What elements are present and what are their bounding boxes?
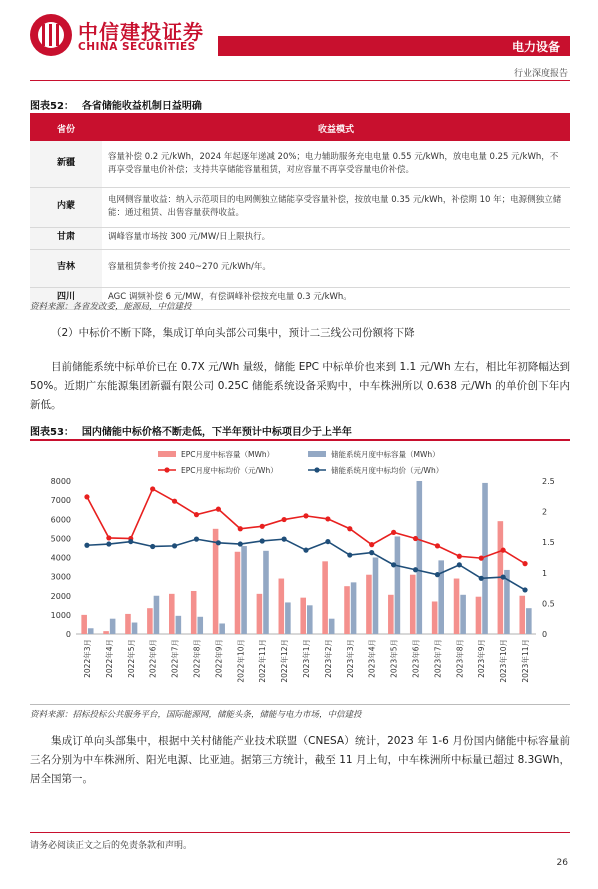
bar-system-capacity: [241, 546, 247, 634]
y-left-tick-label: 4000: [50, 553, 71, 563]
figure-52-number: 图表52：: [30, 101, 74, 112]
x-tick-label: 2022年8月: [192, 639, 202, 678]
bid-price-chart: [30, 448, 570, 702]
figure-53-bottom-rule: [30, 704, 570, 705]
y-left-tick-label: 0: [65, 630, 71, 639]
y-left-tick-label: 6000: [50, 515, 71, 525]
province-cell: 甘肃: [30, 227, 102, 249]
point-epc-price: [172, 499, 177, 504]
table-row: [30, 227, 570, 249]
table-header-row: [30, 115, 570, 141]
body-paragraph: 目前储能系统中标单价已在 0.7X 元/Wh 量级，储能 EPC 中标单价也来到 1.1 元/Wh 左右，相比年初降幅达到 50%。近期广东能源集团新疆有限公司 0.25C 储能系统设备采购中，中车株洲所以 0.638 元/Wh 的单价创下年内新低。: [30, 361, 570, 411]
x-tick-label: 2022年6月: [148, 639, 158, 678]
x-tick-label: 2023年2月: [323, 639, 333, 678]
bar-system-capacity: [110, 619, 116, 634]
brand-name-cn: 中信建投证券: [78, 20, 204, 44]
x-tick-label: 2022年7月: [170, 639, 180, 678]
y-right-tick-label: 2.5: [542, 477, 555, 486]
figure-53-number: 图表53：: [30, 427, 74, 438]
x-tick-label: 2023年1月: [302, 639, 311, 678]
legend-marker: [314, 467, 319, 472]
point-system-price: [238, 541, 243, 546]
bar-system-capacity: [197, 617, 203, 634]
y-right-tick-label: 1: [542, 568, 548, 578]
point-epc-price: [84, 494, 89, 499]
chart-bars: [81, 481, 531, 634]
y-right-tick-label: 0.5: [542, 599, 555, 609]
bar-epc-capacity: [125, 614, 131, 634]
point-epc-price: [501, 548, 506, 553]
y-left-tick-label: 3000: [50, 572, 71, 582]
point-system-price: [522, 587, 527, 592]
province-cell: 吉林: [30, 249, 102, 287]
bar-system-capacity: [307, 605, 313, 634]
column-header-province: 省份: [30, 115, 102, 141]
bar-system-capacity: [373, 558, 379, 635]
figure-53-caption: 国内储能中标价格不断走低，下半年预计中标项目少于上半年: [81, 427, 352, 438]
y-left-tick-label: 5000: [50, 534, 71, 544]
y-left-tick-label: 2000: [50, 591, 71, 601]
point-system-price: [391, 562, 396, 567]
x-tick-label: 2023年3月: [345, 639, 355, 678]
body-paragraph: 集成订单向头部集中，根据中关村储能产业技术联盟（CNESA）统计，2023 年 1-6 月份国内储能中标容量前三名分别为中车株洲所、阳光电源、比亚迪。据第三方统计，截至 11 月上旬，中车株洲所中标量已超过 8.3GWh，居全国第一。: [30, 735, 570, 785]
mode-cell: 电网侧容量收益：纳入示范项目的电网侧独立储能享受容量补偿，按放电量 0.35 元/kWh，补偿期 10 年；电源侧独立储能：通过租赁、出售容量获得收益。: [102, 187, 570, 227]
page-number: 26: [556, 858, 568, 868]
figure-53-rule: [30, 439, 570, 441]
x-tick-label: 2022年11月: [258, 639, 268, 683]
point-epc-price: [216, 507, 221, 512]
report-type: 行业深度报告: [513, 69, 568, 79]
point-system-price: [216, 540, 221, 545]
page-header: [0, 0, 598, 80]
bar-epc-capacity: [191, 591, 197, 634]
legend-label: EPC月度中标容量（MWh）: [181, 450, 275, 459]
point-system-price: [501, 574, 506, 579]
figure-52-title: [30, 97, 570, 113]
bar-epc-capacity: [103, 631, 109, 634]
figure-53-source: 资料来源：招标投标公共服务平台，国际能源网，储能头条，储能与电力市场，中信建投: [30, 710, 362, 720]
bar-epc-capacity: [366, 575, 372, 634]
bar-system-capacity: [395, 536, 401, 634]
x-tick-label: 2023年4月: [367, 639, 377, 678]
point-epc-price: [281, 517, 286, 522]
bar-system-capacity: [460, 595, 466, 634]
point-system-price: [194, 537, 199, 542]
x-tick-label: 2022年5月: [126, 639, 136, 678]
point-epc-price: [457, 554, 462, 559]
bar-epc-capacity: [476, 597, 482, 634]
point-epc-price: [479, 556, 484, 561]
table-row: [30, 187, 570, 227]
point-epc-price: [238, 526, 243, 531]
x-tick-label: 2022年4月: [104, 639, 114, 678]
mode-cell: 容量补偿 0.2 元/kWh，2024 年起逐年递减 20%；电力辅助服务充电电量 0.55 元/kWh，放电电量 0.25 元/kWh，不再享受容量电价补偿；支持共享储能容量租赁，对应容量不再享受容量电价补偿。: [102, 141, 570, 187]
bar-epc-capacity: [257, 594, 263, 634]
figure-52-caption: 各省储能收益机制日益明确: [81, 101, 202, 112]
table-row: [30, 141, 570, 187]
point-system-price: [435, 572, 440, 577]
bar-epc-capacity: [344, 586, 350, 634]
point-system-price: [325, 539, 330, 544]
x-tick-label: 2022年3月: [82, 639, 92, 678]
logo-emblem-icon: [30, 14, 72, 56]
bar-epc-capacity: [410, 575, 416, 634]
province-cell: 新疆: [30, 141, 102, 187]
point-epc-price: [522, 561, 527, 566]
point-epc-price: [391, 530, 396, 535]
figure-53-title: [30, 423, 570, 439]
point-system-price: [172, 543, 177, 548]
income-mode-table: [30, 115, 570, 310]
legend-label: 储能系统月度中标均价（元/Wh）: [331, 466, 444, 475]
bar-system-capacity: [351, 582, 357, 634]
x-tick-label: 2023年5月: [389, 639, 399, 678]
point-epc-price: [347, 526, 352, 531]
column-header-mode: 收益模式: [102, 115, 570, 141]
legend-label: EPC月度中标均价（元/Wh）: [181, 466, 278, 475]
point-epc-price: [150, 486, 155, 491]
section-heading: （2）中标价不断下降，集成订单向头部公司集中，预计二三线公司份额将下降: [51, 327, 415, 339]
mode-cell: 容量租赁参考价按 240~270 元/kWh/年。: [102, 249, 570, 287]
x-tick-label: 2023年9月: [477, 639, 487, 678]
y-right-tick-label: 1.5: [542, 538, 555, 548]
point-epc-price: [194, 512, 199, 517]
brand-name-en: CHINA SECURITIES: [78, 41, 196, 53]
bar-epc-capacity: [147, 608, 153, 634]
point-system-price: [260, 538, 265, 543]
x-tick-label: 2023年7月: [433, 639, 443, 678]
bar-epc-capacity: [81, 615, 87, 634]
bar-system-capacity: [132, 623, 138, 634]
bar-epc-capacity: [235, 552, 241, 634]
bar-system-capacity: [263, 551, 269, 634]
point-system-price: [281, 537, 286, 542]
point-epc-price: [260, 524, 265, 529]
point-system-price: [84, 543, 89, 548]
sector-banner: [218, 36, 570, 56]
bar-epc-capacity: [388, 595, 394, 634]
chart-legend: [158, 449, 443, 475]
province-cell: 四川: [30, 287, 102, 309]
point-epc-price: [303, 513, 308, 518]
point-system-price: [457, 562, 462, 567]
table-row: [30, 249, 570, 287]
point-system-price: [128, 539, 133, 544]
bar-system-capacity: [526, 608, 532, 634]
bar-system-capacity: [176, 616, 182, 634]
x-tick-label: 2023年11月: [521, 639, 531, 683]
bar-epc-capacity: [322, 561, 328, 634]
point-system-price: [150, 544, 155, 549]
point-system-price: [369, 550, 374, 555]
bar-system-capacity: [329, 619, 335, 634]
point-epc-price: [435, 543, 440, 548]
legend-swatch: [158, 451, 176, 457]
province-cell: 内蒙: [30, 187, 102, 227]
point-system-price: [479, 576, 484, 581]
bar-epc-capacity: [519, 596, 525, 634]
legend-marker: [164, 467, 169, 472]
bar-epc-capacity: [454, 579, 460, 634]
bar-system-capacity: [219, 623, 225, 634]
header-divider: [30, 80, 570, 81]
y-right-tick-label: 2: [542, 507, 548, 517]
chart-lines: [84, 486, 527, 592]
legend-label: 储能系统月度中标容量（MWh）: [331, 450, 440, 459]
x-tick-label: 2023年10月: [499, 639, 509, 683]
point-system-price: [303, 548, 308, 553]
bar-system-capacity: [285, 602, 291, 634]
x-tick-label: 2022年10月: [236, 639, 246, 683]
footer-divider: [30, 832, 570, 833]
y-right-tick-label: 0: [542, 630, 548, 639]
point-system-price: [347, 552, 352, 557]
bar-epc-capacity: [432, 601, 438, 634]
bar-epc-capacity: [169, 594, 175, 634]
point-epc-price: [325, 516, 330, 521]
bar-system-capacity: [154, 596, 160, 634]
figure-52-source: 资料来源：各省发改委，能源局，中信建投: [30, 302, 192, 312]
brand-logo: [30, 14, 230, 64]
x-tick-label: 2022年12月: [280, 639, 290, 683]
x-tick-label: 2023年6月: [411, 639, 421, 678]
mode-cell: AGC 调频补偿 6 元/MW，有偿调峰补偿按充电量 0.3 元/kWh。: [102, 287, 570, 309]
y-left-tick-label: 1000: [50, 610, 71, 620]
bar-system-capacity: [417, 481, 423, 634]
point-system-price: [413, 567, 418, 572]
disclaimer: 请务必阅读正文之后的免责条款和声明。: [30, 841, 193, 851]
point-epc-price: [369, 542, 374, 547]
legend-swatch: [308, 451, 326, 457]
sector-label: 电力设备: [511, 40, 560, 54]
bar-epc-capacity: [300, 598, 306, 634]
point-epc-price: [413, 536, 418, 541]
point-epc-price: [106, 535, 111, 540]
bar-system-capacity: [88, 628, 94, 634]
mode-cell: 调峰容量市场按 300 元/MW/日上限执行。: [102, 227, 570, 249]
point-system-price: [106, 541, 111, 546]
y-left-tick-label: 8000: [50, 477, 71, 486]
chart-x-labels: [82, 639, 530, 683]
x-tick-label: 2022年9月: [214, 639, 224, 678]
bar-epc-capacity: [279, 579, 285, 634]
x-tick-label: 2023年8月: [455, 639, 465, 678]
y-left-tick-label: 7000: [50, 496, 71, 506]
